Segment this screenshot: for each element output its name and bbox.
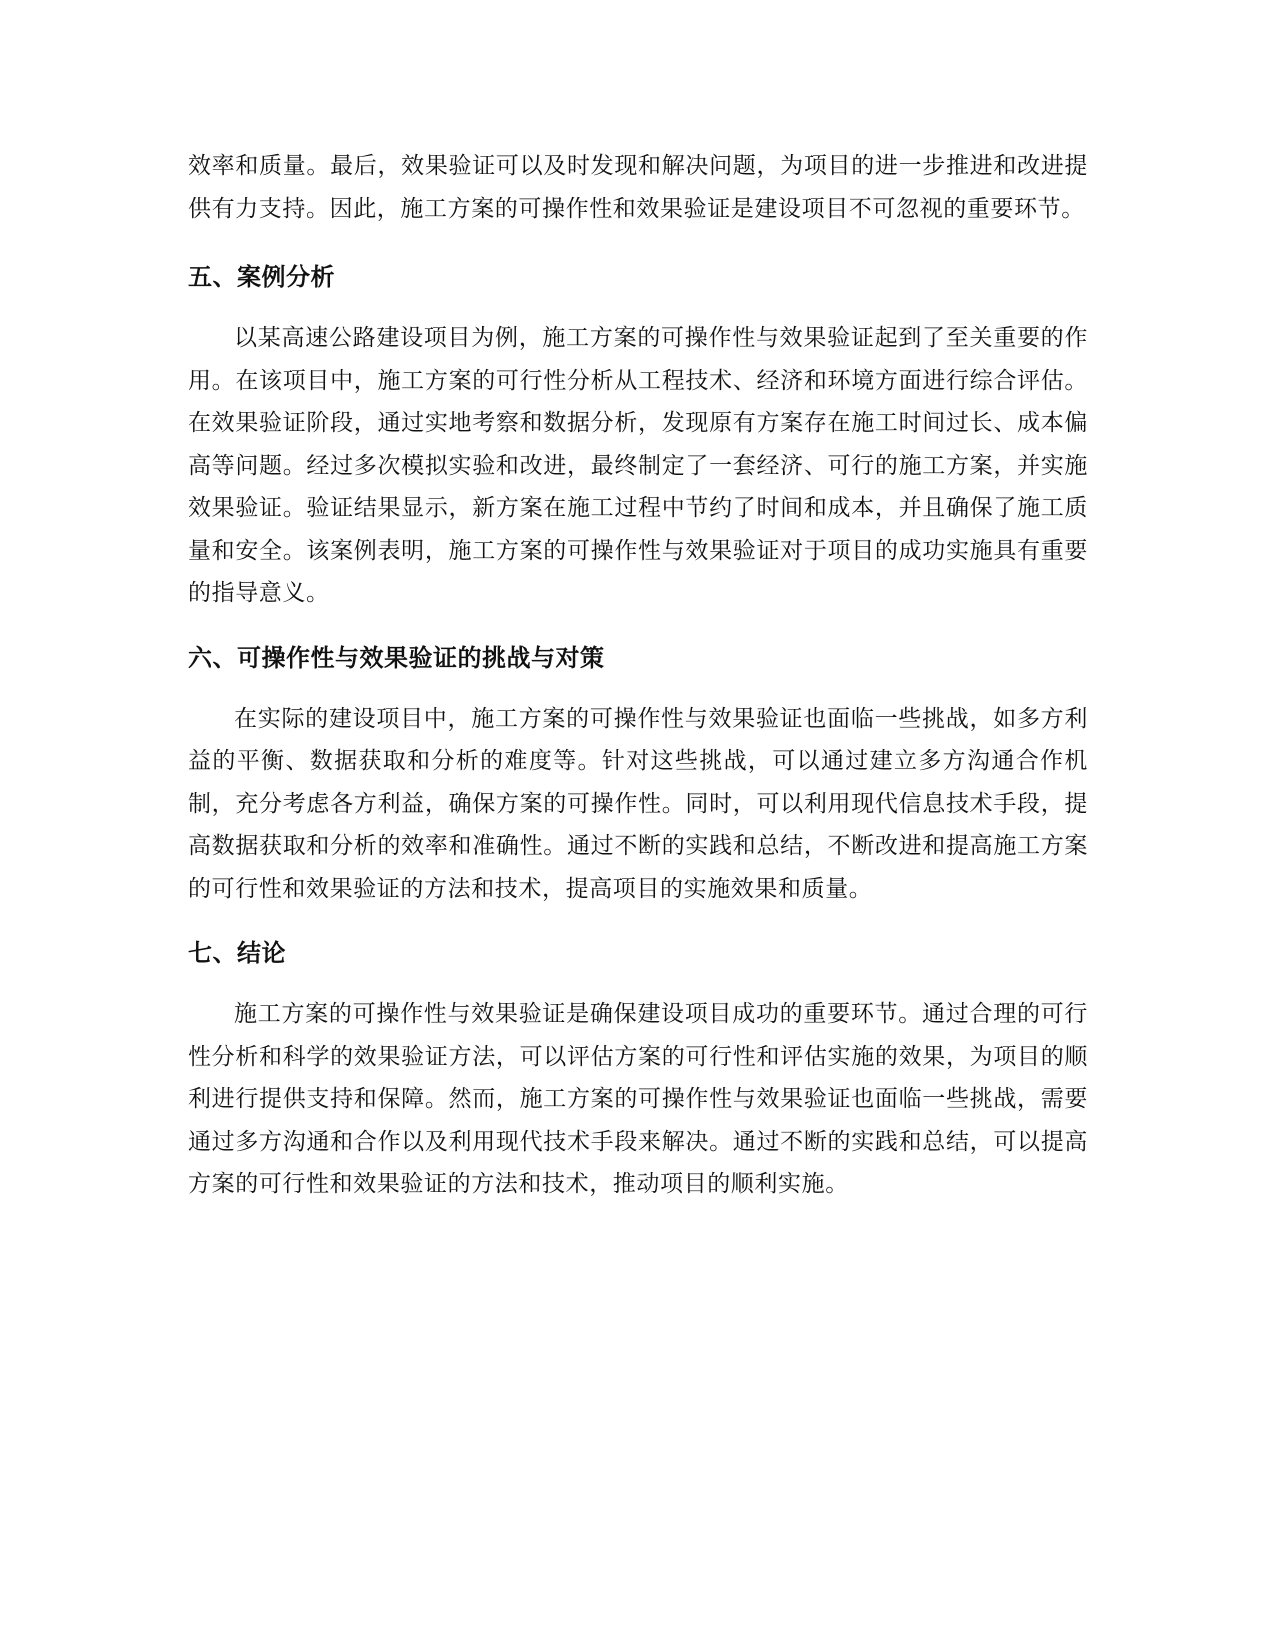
section-heading-challenges: 六、可操作性与效果验证的挑战与对策: [188, 643, 605, 672]
section-heading-case-analysis: 五、案例分析: [188, 263, 335, 291]
section-heading-conclusion: 七、结论: [188, 939, 286, 967]
section-paragraph-conclusion: 施工方案的可操作性与效果验证是确保建设项目成功的重要环节。通过合理的可行性分析和科学的效果验证方法，可以评估方案的可行性和评估实施的效果，为项目的顺利进行提供支持和保障。然而，施工方案的可操作性与效果验证也面临一些挑战，需要通过多方沟通和合作以及利用现代技术手段来解决。通过不断的实践和总结，可以提高方案的可行性和效果验证的方法和技术，推动项目的顺利实施。: [188, 1001, 1088, 1197]
section-paragraph-challenges: 在实际的建设项目中，施工方案的可操作性与效果验证也面临一些挑战，如多方利益的平衡、数据获取和分析的难度等。针对这些挑战，可以通过建立多方沟通合作机制，充分考虑各方利益，确保方案的可操作性。同时，可以利用现代信息技术手段，提高数据获取和分析的效率和准确性。通过不断的实践和总结，不断改进和提高施工方案的可行性和效果验证的方法和技术，提高项目的实施效果和质量。: [188, 705, 1088, 902]
opening-paragraph: 效率和质量。最后，效果验证可以及时发现和解决问题，为项目的进一步推进和改进提供有力支持。因此，施工方案的可操作性和效果验证是建设项目不可忽视的重要环节。: [188, 153, 1088, 222]
section-paragraph-case-analysis: 以某高速公路建设项目为例，施工方案的可操作性与效果验证起到了至关重要的作用。在该项目中，施工方案的可行性分析从工程技术、经济和环境方面进行综合评估。在效果验证阶段，通过实地考察和数据分析，发现原有方案存在施工时间过长、成本偏高等问题。经过多次模拟实验和改进，最终制定了一套经济、可行的施工方案，并实施效果验证。验证结果显示，新方案在施工过程中节约了时间和成本，并且确保了施工质量和安全。该案例表明，施工方案的可操作性与效果验证对于项目的成功实施具有重要的指导意义。: [188, 325, 1088, 606]
document-body: [188, 145, 1088, 1206]
